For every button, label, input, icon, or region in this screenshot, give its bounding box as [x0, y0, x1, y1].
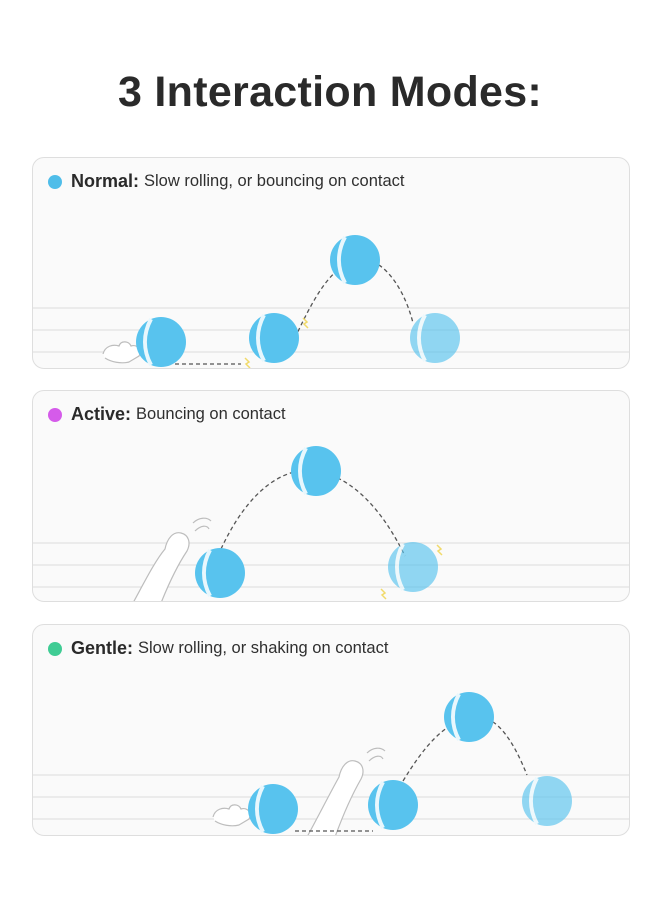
cat-paw-icon	[103, 342, 140, 363]
active-illustration	[33, 391, 630, 602]
ball-3	[330, 235, 380, 285]
mode-card-normal	[32, 157, 630, 369]
mode-desc-normal: Slow rolling, or bouncing on contact	[144, 172, 405, 190]
ball-2	[249, 313, 299, 363]
mode-name-normal: Normal:	[71, 171, 140, 191]
cat-leg-icon	[307, 761, 363, 836]
impact-spark-icon	[381, 589, 386, 599]
mode-card-active	[32, 390, 630, 602]
motion-lines-icon	[193, 518, 211, 531]
ball-3	[388, 542, 438, 592]
normal-illustration	[33, 158, 630, 369]
ball-3	[444, 692, 494, 742]
ball-4	[522, 776, 572, 826]
ball-1	[195, 548, 245, 598]
mode-name-active: Active:	[71, 404, 132, 424]
ball-2	[291, 446, 341, 496]
page-title: 3 Interaction Modes:	[117, 68, 543, 116]
ball-1	[136, 317, 186, 367]
impact-spark-icon	[437, 545, 442, 555]
gentle-illustration	[33, 625, 630, 836]
ball-2	[368, 780, 418, 830]
ball-1	[248, 784, 298, 834]
impact-spark-icon	[303, 318, 308, 328]
mode-card-gentle	[32, 624, 630, 836]
ball-4	[410, 313, 460, 363]
impact-spark-icon	[245, 358, 250, 368]
mode-name-gentle: Gentle:	[71, 638, 134, 658]
mode-desc-gentle: Slow rolling, or shaking on contact	[138, 639, 389, 657]
mode-desc-active: Bouncing on contact	[136, 405, 286, 423]
cat-paw-icon	[213, 805, 250, 826]
motion-lines-icon	[367, 748, 385, 761]
